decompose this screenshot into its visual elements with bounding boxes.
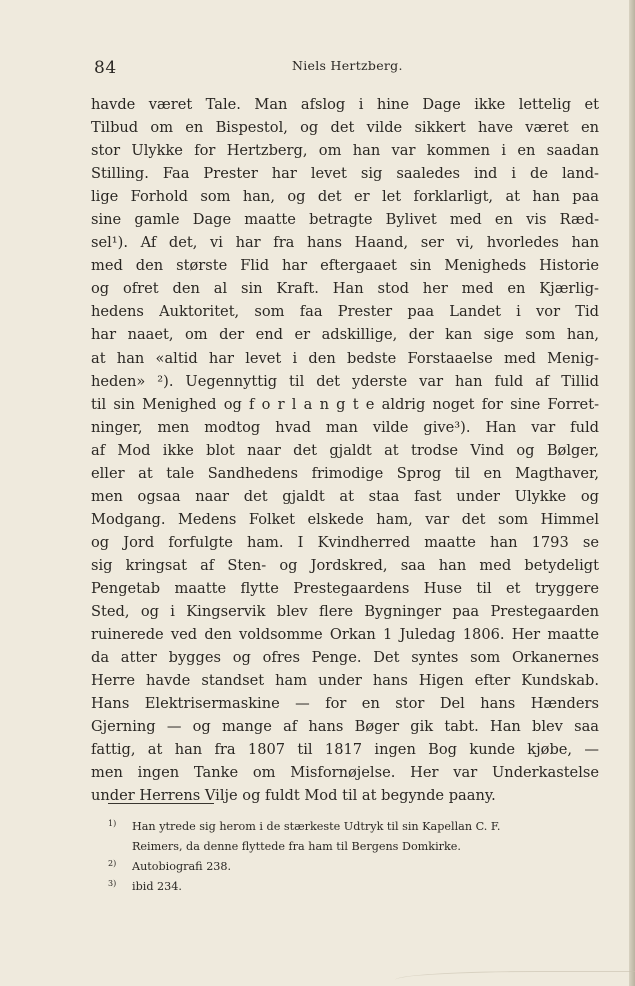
text-line: Stilling. Faa Prester har levet sig saaledes ind i de land- (91, 165, 599, 183)
text-line: sine gamle Dage maatte betragte Bylivet med en vis Ræd- (91, 211, 599, 229)
text-line: Herre havde standset ham under hans Higen efter Kundskab. (91, 672, 599, 690)
text-line: Modgang. Medens Folket elskede ham, var det som Himmel (91, 510, 599, 528)
footnote-text: Han ytrede sig herom i de stærkeste Udtryk til sin Kapellan C. F. (132, 820, 501, 833)
footnote-1 (108, 817, 603, 857)
text-line: med den største Flid har eftergaaet sin Menigheds Historie (91, 257, 599, 275)
text-line: ninger, men modtog hvad man vilde give³). Han var fuld (91, 418, 599, 436)
footnote-2 (108, 857, 603, 877)
text-line: eller at tale Sandhedens frimodige Sprog til en Magthaver, (91, 464, 599, 482)
text-line: af Mod ikke blot naar det gjaldt at trodse Vind og Bølger, (91, 441, 599, 459)
footnotes (108, 817, 603, 897)
text-line: sel¹). Af det, vi har fra hans Haand, ser vi, hvorledes han (91, 234, 599, 252)
footnote-mark: 3) (108, 879, 117, 888)
body-text (91, 93, 599, 807)
text-line: har naaet, om der end er adskillige, der kan sige som han, (91, 326, 599, 344)
footnote-rule (108, 803, 214, 804)
text-line: og Jord forfulgte ham. I Kvindherred maatte han 1793 se (91, 533, 599, 551)
text-line: sig kringsat af Sten- og Jordskred, saa han med betydeligt (91, 556, 599, 574)
text-line: havde været Tale. Man afslog i hine Dage ikke lettelig et (91, 96, 599, 113)
text-line: til sin Menighed og f o r l a n g t e aldrig noget for sine Forret- (91, 395, 599, 413)
text-line: heden» ²). Uegennyttig til det yderste var han fuld af Tillid (91, 372, 599, 390)
text-line: hedens Auktoritet, som faa Prester paa Landet i vor Tid (91, 303, 599, 321)
text-line: ruinerede ved den voldsomme Orkan 1 Juledag 1806. Her maatte (91, 626, 599, 644)
footnote-mark: 1) (108, 819, 117, 828)
footnote-continuation: Reimers, da denne flyttede fra ham til Bergens Domkirke. (132, 840, 461, 853)
text-line: Hans Elektrisermaskine — for en stor Del hans Hænders (91, 695, 599, 713)
text-line: lige Forhold som han, og det er let forklarligt, at han paa (91, 188, 599, 206)
running-head: Niels Hertzberg. (292, 58, 403, 73)
text-line: da atter bygges og ofres Penge. Det syntes som Orkanernes (91, 649, 599, 667)
page-number: 84 (94, 58, 117, 78)
page-header (0, 56, 635, 78)
footnote-text: Autobiografi 238. (132, 860, 232, 873)
footnote-mark: 2) (108, 859, 117, 868)
page-edge (629, 0, 635, 986)
page-curl (395, 971, 635, 986)
text-line: Sted, og i Kingservik blev flere Bygninger paa Prestegaarden (91, 603, 599, 621)
text-line: under Herrens Vilje og fuldt Mod til at begynde paany. (91, 787, 496, 805)
footnote-3 (108, 877, 603, 897)
text-line: fattig, at han fra 1807 til 1817 ingen Bog kunde kjøbe, — (91, 741, 599, 759)
footnote-text: ibid 234. (132, 880, 182, 893)
text-line: Tilbud om en Bispestol, og det vilde sikkert have været en (91, 119, 599, 137)
text-line: at han «altid har levet i den bedste Forstaaelse med Menig- (91, 349, 599, 367)
text-line: og ofret den al sin Kraft. Han stod her med en Kjærlig- (91, 280, 599, 298)
text-line: stor Ulykke for Hertzberg, om han var kommen i en saadan (91, 142, 599, 160)
text-line: Pengetab maatte flytte Prestegaardens Huse til et tryggere (91, 579, 599, 597)
text-line: men ingen Tanke om Misfornøjelse. Her var Underkastelse (91, 764, 599, 782)
text-line: Gjerning — og mange af hans Bøger gik tabt. Han blev saa (91, 718, 599, 736)
text-line: men ogsaa naar det gjaldt at staa fast under Ulykke og (91, 487, 599, 505)
